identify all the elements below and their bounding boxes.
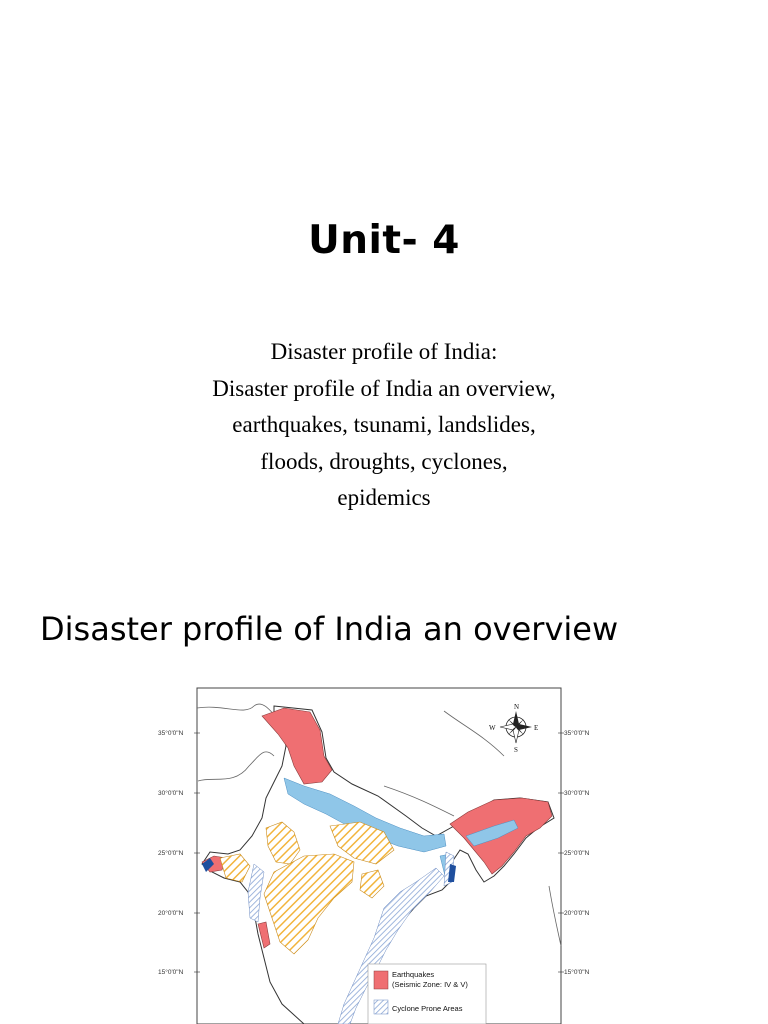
compass-w: W (489, 724, 496, 732)
overview-title: Disaster profile of India an overview (40, 610, 619, 648)
map-svg (154, 686, 614, 1024)
unit-topics (0, 334, 768, 517)
legend-swatch-earthquake (374, 971, 388, 989)
lat-label: 15°0'0"N (564, 969, 590, 976)
topic-line: floods, droughts, cyclones, (260, 448, 508, 474)
legend-earthquake-sublabel: (Seismic Zone: IV & V) (392, 980, 468, 989)
topic-line: Disaster profile of India an overview, (212, 375, 556, 401)
topic-line: Disaster profile of India: (270, 339, 498, 364)
lat-label: 20°0'0"N (158, 910, 184, 917)
unit-title: Unit- 4 (308, 218, 460, 263)
compass-s: S (514, 746, 518, 754)
legend-swatch-cyclone (374, 1000, 388, 1014)
lat-label: 35°0'0"N (158, 730, 184, 737)
lat-labels-left (158, 729, 184, 976)
compass-n: N (514, 703, 520, 711)
topic-line: earthquakes, tsunami, landslides, (232, 412, 536, 437)
compass-e: E (534, 724, 539, 732)
legend-cyclone-label: Cyclone Prone Areas (392, 1004, 463, 1013)
map-legend (368, 964, 486, 1024)
lat-labels-right (564, 729, 590, 976)
lat-label: 35°0'0"N (564, 730, 590, 737)
lat-label: 25°0'0"N (564, 850, 590, 857)
lat-label: 20°0'0"N (564, 910, 590, 917)
lat-label: 15°0'0"N (158, 969, 184, 976)
india-disaster-map (154, 686, 614, 1024)
lat-label: 30°0'0"N (158, 790, 184, 797)
legend-earthquake-label: Earthquakes (392, 970, 435, 979)
topic-line: epidemics (337, 485, 431, 510)
lat-label: 30°0'0"N (564, 790, 590, 797)
lat-label: 25°0'0"N (158, 850, 184, 857)
